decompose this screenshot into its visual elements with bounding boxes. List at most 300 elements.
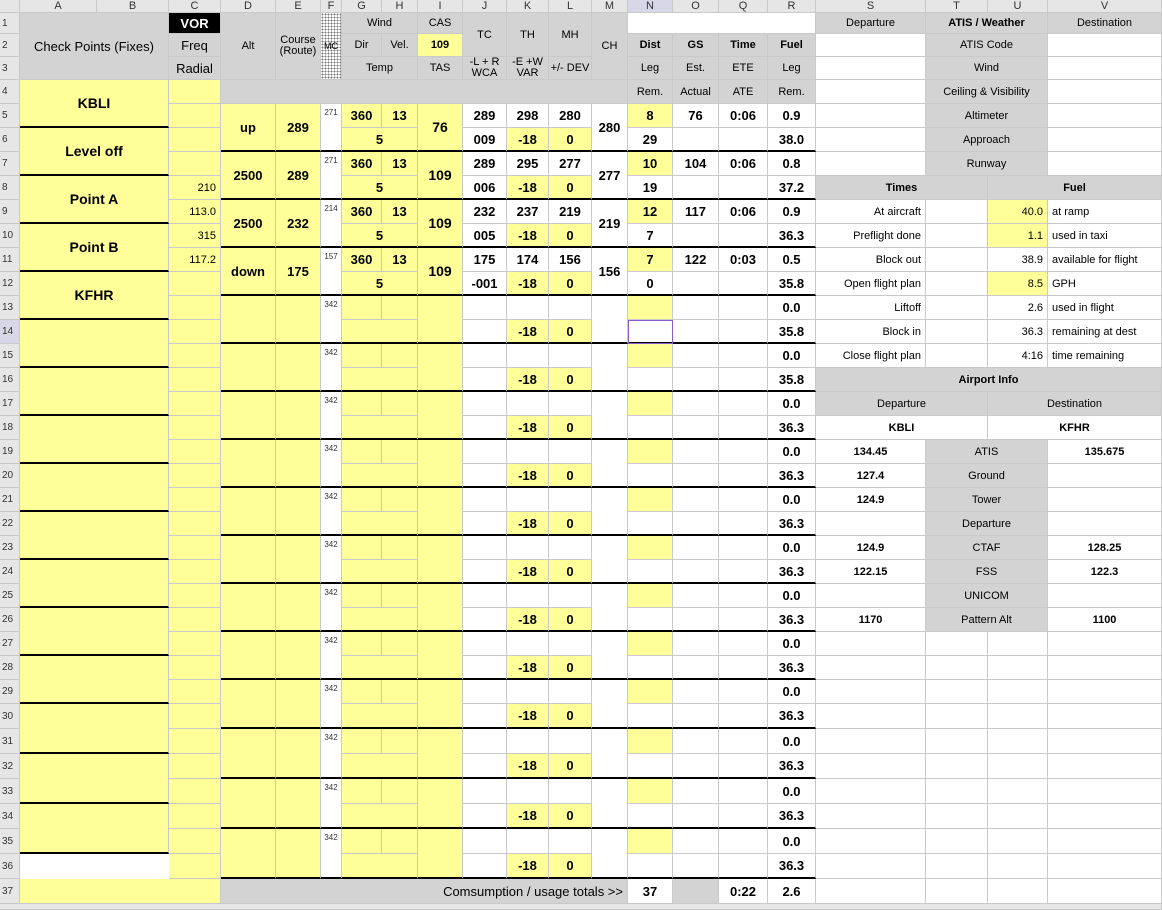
atis-destination-value[interactable] bbox=[1048, 80, 1162, 104]
airport-destination-freq[interactable] bbox=[1048, 512, 1162, 536]
empty-cell[interactable] bbox=[926, 632, 988, 656]
checkpoint-empty[interactable] bbox=[20, 754, 169, 804]
empty-cell[interactable] bbox=[988, 632, 1048, 656]
vor-radial[interactable] bbox=[169, 296, 221, 320]
temperature[interactable]: 5 bbox=[342, 272, 418, 296]
variation[interactable]: -18 bbox=[507, 754, 549, 779]
course-route[interactable] bbox=[276, 344, 321, 392]
empty-cell[interactable] bbox=[926, 779, 988, 804]
checkpoint-empty[interactable] bbox=[20, 704, 169, 754]
empty-cell[interactable] bbox=[988, 729, 1048, 754]
wind-dir[interactable] bbox=[342, 536, 382, 560]
times-value[interactable] bbox=[926, 320, 988, 344]
wind-vel[interactable] bbox=[382, 536, 418, 560]
altitude[interactable] bbox=[221, 296, 276, 344]
checkpoint-empty[interactable] bbox=[20, 560, 169, 608]
empty-cell[interactable] bbox=[816, 754, 926, 779]
times-value[interactable] bbox=[926, 200, 988, 224]
empty-cell[interactable] bbox=[816, 854, 926, 879]
row-header-11[interactable]: 11 bbox=[0, 248, 20, 272]
fuel-summary-value[interactable]: 1.1 bbox=[988, 224, 1048, 248]
temperature[interactable] bbox=[342, 656, 418, 680]
vor-radial[interactable] bbox=[169, 344, 221, 368]
distance-leg[interactable] bbox=[628, 680, 673, 704]
distance-leg[interactable] bbox=[628, 779, 673, 804]
altitude[interactable] bbox=[221, 829, 276, 879]
row-header-33[interactable]: 33 bbox=[0, 779, 20, 804]
atis-destination-value[interactable] bbox=[1048, 34, 1162, 57]
time-ate[interactable] bbox=[719, 464, 768, 488]
course-route[interactable] bbox=[276, 584, 321, 632]
variation[interactable]: -18 bbox=[507, 656, 549, 680]
deviation[interactable]: 0 bbox=[549, 272, 592, 296]
empty-cell[interactable] bbox=[1048, 656, 1162, 680]
wind-dir[interactable] bbox=[342, 392, 382, 416]
column-header-v[interactable]: V bbox=[1048, 0, 1162, 13]
groundspeed-actual[interactable] bbox=[673, 320, 719, 344]
altitude[interactable] bbox=[221, 440, 276, 488]
vor-radial[interactable] bbox=[169, 680, 221, 704]
column-header-l[interactable]: L bbox=[549, 0, 592, 13]
time-ate[interactable] bbox=[719, 512, 768, 536]
checkpoint-empty[interactable] bbox=[20, 512, 169, 560]
row-header-27[interactable]: 27 bbox=[0, 632, 20, 656]
column-header-f[interactable]: F bbox=[321, 0, 342, 13]
altitude[interactable]: down bbox=[221, 248, 276, 296]
groundspeed-actual[interactable] bbox=[673, 854, 719, 879]
time-ate[interactable] bbox=[719, 272, 768, 296]
course-route[interactable] bbox=[276, 488, 321, 536]
course-route[interactable] bbox=[276, 632, 321, 680]
course-route[interactable] bbox=[276, 729, 321, 779]
column-header-q[interactable]: Q bbox=[719, 0, 768, 13]
temperature[interactable] bbox=[342, 804, 418, 829]
checkpoint-name[interactable]: Level off bbox=[20, 128, 169, 176]
temperature[interactable] bbox=[342, 854, 418, 879]
row-header-26[interactable]: 26 bbox=[0, 608, 20, 632]
row-header-21[interactable]: 21 bbox=[0, 488, 20, 512]
row-header-3[interactable]: 3 bbox=[0, 57, 20, 80]
empty-cell[interactable] bbox=[1048, 680, 1162, 704]
row-header-14[interactable]: 14 bbox=[0, 320, 20, 344]
atis-destination-value[interactable] bbox=[1048, 152, 1162, 176]
vor-radial[interactable] bbox=[169, 584, 221, 608]
row-header-31[interactable]: 31 bbox=[0, 729, 20, 754]
variation[interactable]: -18 bbox=[507, 512, 549, 536]
deviation[interactable]: 0 bbox=[549, 608, 592, 632]
variation[interactable]: -18 bbox=[507, 464, 549, 488]
times-value[interactable] bbox=[926, 224, 988, 248]
variation[interactable]: -18 bbox=[507, 804, 549, 829]
vor-freq[interactable] bbox=[169, 560, 221, 584]
deviation[interactable]: 0 bbox=[549, 804, 592, 829]
course-route[interactable] bbox=[276, 296, 321, 344]
course-route[interactable] bbox=[276, 829, 321, 879]
column-header-u[interactable]: U bbox=[988, 0, 1048, 13]
variation[interactable]: -18 bbox=[507, 224, 549, 248]
groundspeed-actual[interactable] bbox=[673, 560, 719, 584]
vor-freq[interactable]: 315 bbox=[169, 224, 221, 248]
times-value[interactable] bbox=[926, 272, 988, 296]
variation[interactable]: -18 bbox=[507, 560, 549, 584]
empty-cell[interactable] bbox=[1048, 829, 1162, 854]
true-airspeed[interactable] bbox=[418, 584, 463, 632]
distance-leg[interactable] bbox=[628, 392, 673, 416]
variation[interactable]: -18 bbox=[507, 416, 549, 440]
wind-dir[interactable] bbox=[342, 440, 382, 464]
empty-cell[interactable] bbox=[926, 879, 988, 904]
row-header-28[interactable]: 28 bbox=[0, 656, 20, 680]
blank-header-row1[interactable] bbox=[628, 13, 816, 34]
row-header-7[interactable]: 7 bbox=[0, 152, 20, 176]
distance-leg[interactable] bbox=[628, 829, 673, 854]
temperature[interactable]: 5 bbox=[342, 224, 418, 248]
wind-dir[interactable]: 360 bbox=[342, 200, 382, 224]
variation[interactable]: -18 bbox=[507, 128, 549, 152]
atis-departure-value[interactable] bbox=[816, 34, 926, 57]
course-route[interactable]: 289 bbox=[276, 104, 321, 152]
wind-vel[interactable] bbox=[382, 729, 418, 754]
temperature[interactable] bbox=[342, 464, 418, 488]
wind-dir[interactable] bbox=[342, 779, 382, 804]
time-ate[interactable] bbox=[719, 704, 768, 729]
vor-freq[interactable] bbox=[169, 854, 221, 879]
wind-dir[interactable] bbox=[342, 680, 382, 704]
column-header-t[interactable]: T bbox=[926, 0, 988, 13]
deviation[interactable]: 0 bbox=[549, 704, 592, 729]
fuel-summary-value[interactable]: 8.5 bbox=[988, 272, 1048, 296]
vor-freq[interactable] bbox=[169, 128, 221, 152]
distance-leg[interactable] bbox=[628, 584, 673, 608]
distance-leg[interactable] bbox=[628, 729, 673, 754]
empty-cell[interactable] bbox=[988, 804, 1048, 829]
airport-departure-freq[interactable]: 134.45 bbox=[816, 440, 926, 464]
vor-radial[interactable] bbox=[169, 729, 221, 754]
checkpoint-name[interactable]: Point B bbox=[20, 224, 169, 272]
time-ate[interactable] bbox=[719, 320, 768, 344]
column-header-g[interactable]: G bbox=[342, 0, 382, 13]
time-ate[interactable] bbox=[719, 608, 768, 632]
temperature[interactable]: 5 bbox=[342, 176, 418, 200]
airport-departure-freq[interactable]: 127.4 bbox=[816, 464, 926, 488]
atis-departure-value[interactable] bbox=[816, 57, 926, 80]
row-header-1[interactable]: 1 bbox=[0, 13, 20, 34]
variation[interactable]: -18 bbox=[507, 176, 549, 200]
wind-vel[interactable] bbox=[382, 584, 418, 608]
deviation[interactable]: 0 bbox=[549, 128, 592, 152]
vor-radial[interactable] bbox=[169, 488, 221, 512]
groundspeed-actual[interactable] bbox=[673, 368, 719, 392]
empty-cell[interactable] bbox=[816, 779, 926, 804]
vor-radial[interactable] bbox=[169, 392, 221, 416]
course-route[interactable] bbox=[276, 779, 321, 829]
course-route[interactable] bbox=[276, 392, 321, 440]
wind-vel[interactable] bbox=[382, 392, 418, 416]
course-route[interactable]: 175 bbox=[276, 248, 321, 296]
checkpoint-empty[interactable] bbox=[20, 804, 169, 854]
variation[interactable]: -18 bbox=[507, 272, 549, 296]
true-airspeed[interactable] bbox=[418, 829, 463, 879]
temperature[interactable] bbox=[342, 416, 418, 440]
time-ate[interactable] bbox=[719, 854, 768, 879]
checkpoint-name[interactable]: KFHR bbox=[20, 272, 169, 320]
airport-destination-id[interactable]: KFHR bbox=[988, 416, 1162, 440]
altitude[interactable]: 2500 bbox=[221, 200, 276, 248]
column-header-h[interactable]: H bbox=[382, 0, 418, 13]
true-airspeed[interactable]: 109 bbox=[418, 152, 463, 200]
empty-cell[interactable] bbox=[926, 680, 988, 704]
altitude[interactable]: up bbox=[221, 104, 276, 152]
groundspeed-actual[interactable] bbox=[673, 416, 719, 440]
cas-value[interactable]: 109 bbox=[418, 34, 463, 57]
time-ate[interactable] bbox=[719, 656, 768, 680]
row-header-36[interactable]: 36 bbox=[0, 854, 20, 879]
deviation[interactable]: 0 bbox=[549, 368, 592, 392]
vor-freq[interactable] bbox=[169, 416, 221, 440]
vor-freq[interactable] bbox=[169, 608, 221, 632]
column-header-k[interactable]: K bbox=[507, 0, 549, 13]
wind-vel[interactable] bbox=[382, 488, 418, 512]
temperature[interactable] bbox=[342, 560, 418, 584]
true-airspeed[interactable] bbox=[418, 680, 463, 729]
vor-freq[interactable] bbox=[169, 368, 221, 392]
row-header-18[interactable]: 18 bbox=[0, 416, 20, 440]
course-route[interactable]: 289 bbox=[276, 152, 321, 200]
times-value[interactable] bbox=[926, 344, 988, 368]
atis-destination-value[interactable] bbox=[1048, 128, 1162, 152]
row-header-13[interactable]: 13 bbox=[0, 296, 20, 320]
time-ate[interactable] bbox=[719, 176, 768, 200]
column-header-c[interactable]: C bbox=[169, 0, 221, 13]
altitude[interactable]: 2500 bbox=[221, 152, 276, 200]
vor-radial[interactable]: 113.0 bbox=[169, 200, 221, 224]
vor-radial[interactable] bbox=[169, 152, 221, 176]
temperature[interactable] bbox=[342, 368, 418, 392]
row-header-9[interactable]: 9 bbox=[0, 200, 20, 224]
deviation[interactable]: 0 bbox=[549, 512, 592, 536]
deviation[interactable]: 0 bbox=[549, 176, 592, 200]
atis-departure-value[interactable] bbox=[816, 80, 926, 104]
atis-departure-value[interactable] bbox=[816, 128, 926, 152]
checkpoint-empty[interactable] bbox=[20, 416, 169, 464]
deviation[interactable]: 0 bbox=[549, 754, 592, 779]
column-header-n[interactable]: N bbox=[628, 0, 673, 13]
empty-cell[interactable] bbox=[1048, 704, 1162, 729]
row-header-34[interactable]: 34 bbox=[0, 804, 20, 829]
select-all-corner[interactable] bbox=[0, 0, 20, 13]
time-ate[interactable] bbox=[719, 368, 768, 392]
vor-freq[interactable] bbox=[169, 656, 221, 680]
airport-departure-freq[interactable] bbox=[816, 512, 926, 536]
temperature[interactable] bbox=[342, 754, 418, 779]
groundspeed-actual[interactable] bbox=[673, 608, 719, 632]
empty-cell[interactable] bbox=[926, 804, 988, 829]
empty-cell[interactable] bbox=[988, 779, 1048, 804]
true-airspeed[interactable]: 76 bbox=[418, 104, 463, 152]
true-airspeed[interactable] bbox=[418, 779, 463, 829]
altitude[interactable] bbox=[221, 729, 276, 779]
empty-cell[interactable] bbox=[1048, 854, 1162, 879]
wind-vel[interactable]: 13 bbox=[382, 104, 418, 128]
airport-destination-freq[interactable]: 135.675 bbox=[1048, 440, 1162, 464]
groundspeed-actual[interactable] bbox=[673, 804, 719, 829]
checkpoint-empty[interactable] bbox=[20, 608, 169, 656]
time-ate[interactable] bbox=[719, 224, 768, 248]
temperature[interactable] bbox=[342, 512, 418, 536]
wind-vel[interactable]: 13 bbox=[382, 152, 418, 176]
empty-cell[interactable] bbox=[1048, 729, 1162, 754]
row-header-6[interactable]: 6 bbox=[0, 128, 20, 152]
variation[interactable]: -18 bbox=[507, 320, 549, 344]
wind-vel[interactable] bbox=[382, 296, 418, 320]
times-value[interactable] bbox=[926, 248, 988, 272]
vor-freq[interactable] bbox=[169, 320, 221, 344]
vor-freq[interactable] bbox=[169, 754, 221, 779]
empty-cell[interactable] bbox=[816, 879, 926, 904]
vor-radial[interactable]: 117.2 bbox=[169, 248, 221, 272]
times-value[interactable] bbox=[926, 296, 988, 320]
wind-dir[interactable] bbox=[342, 488, 382, 512]
distance-leg[interactable]: 12 bbox=[628, 200, 673, 224]
deviation[interactable]: 0 bbox=[549, 416, 592, 440]
column-header-d[interactable]: D bbox=[221, 0, 276, 13]
airport-destination-freq[interactable] bbox=[1048, 584, 1162, 608]
column-header-r[interactable]: R bbox=[768, 0, 816, 13]
distance-leg[interactable] bbox=[628, 488, 673, 512]
empty-cell[interactable] bbox=[1048, 804, 1162, 829]
vor-freq[interactable] bbox=[169, 704, 221, 729]
empty-cell[interactable] bbox=[926, 854, 988, 879]
vor-freq[interactable] bbox=[169, 80, 221, 104]
empty-cell[interactable] bbox=[816, 680, 926, 704]
wind-vel[interactable] bbox=[382, 829, 418, 854]
atis-departure-value[interactable] bbox=[816, 104, 926, 128]
row-header-24[interactable]: 24 bbox=[0, 560, 20, 584]
time-ate[interactable] bbox=[719, 560, 768, 584]
row-header-2[interactable]: 2 bbox=[0, 34, 20, 57]
empty-cell[interactable] bbox=[926, 656, 988, 680]
altitude[interactable] bbox=[221, 344, 276, 392]
distance-leg[interactable] bbox=[628, 632, 673, 656]
empty-cell[interactable] bbox=[816, 804, 926, 829]
airport-destination-freq[interactable]: 122.3 bbox=[1048, 560, 1162, 584]
column-header-i[interactable]: I bbox=[418, 0, 463, 13]
true-airspeed[interactable] bbox=[418, 488, 463, 536]
altitude[interactable] bbox=[221, 392, 276, 440]
variation[interactable]: -18 bbox=[507, 368, 549, 392]
fuel-summary-value[interactable]: 40.0 bbox=[988, 200, 1048, 224]
empty-cell[interactable] bbox=[926, 729, 988, 754]
vor-freq[interactable]: 210 bbox=[169, 176, 221, 200]
row-header-25[interactable]: 25 bbox=[0, 584, 20, 608]
true-airspeed[interactable] bbox=[418, 344, 463, 392]
distance-leg[interactable]: 8 bbox=[628, 104, 673, 128]
vor-radial[interactable] bbox=[169, 829, 221, 854]
row-header-12[interactable]: 12 bbox=[0, 272, 20, 296]
variation[interactable]: -18 bbox=[507, 854, 549, 879]
altitude[interactable] bbox=[221, 488, 276, 536]
temperature[interactable] bbox=[342, 704, 418, 729]
row-header-15[interactable]: 15 bbox=[0, 344, 20, 368]
true-airspeed[interactable] bbox=[418, 392, 463, 440]
wind-dir[interactable] bbox=[342, 829, 382, 854]
column-header-e[interactable]: E bbox=[276, 0, 321, 13]
altitude[interactable] bbox=[221, 779, 276, 829]
groundspeed-actual[interactable] bbox=[673, 176, 719, 200]
checkpoint-empty[interactable] bbox=[20, 368, 169, 416]
vor-radial[interactable] bbox=[169, 779, 221, 804]
course-route[interactable] bbox=[276, 440, 321, 488]
empty-cell[interactable] bbox=[988, 680, 1048, 704]
vor-radial[interactable] bbox=[169, 632, 221, 656]
true-airspeed[interactable] bbox=[418, 440, 463, 488]
empty-cell[interactable] bbox=[988, 754, 1048, 779]
wind-vel[interactable]: 13 bbox=[382, 200, 418, 224]
checkpoint-empty[interactable] bbox=[20, 656, 169, 704]
row-header-5[interactable]: 5 bbox=[0, 104, 20, 128]
deviation[interactable]: 0 bbox=[549, 656, 592, 680]
empty-cell[interactable] bbox=[1048, 754, 1162, 779]
vor-radial[interactable] bbox=[169, 104, 221, 128]
row-header-10[interactable]: 10 bbox=[0, 224, 20, 248]
temperature[interactable] bbox=[342, 608, 418, 632]
checkpoint-empty[interactable] bbox=[20, 464, 169, 512]
wind-dir[interactable]: 360 bbox=[342, 104, 382, 128]
row-header-32[interactable]: 32 bbox=[0, 754, 20, 779]
altitude[interactable] bbox=[221, 680, 276, 729]
deviation[interactable]: 0 bbox=[549, 224, 592, 248]
row-header-20[interactable]: 20 bbox=[0, 464, 20, 488]
empty-cell[interactable] bbox=[988, 879, 1048, 904]
empty-cell[interactable] bbox=[816, 632, 926, 656]
row-header-8[interactable]: 8 bbox=[0, 176, 20, 200]
row-header-16[interactable]: 16 bbox=[0, 368, 20, 392]
airport-departure-freq[interactable]: 1170 bbox=[816, 608, 926, 632]
deviation[interactable]: 0 bbox=[549, 560, 592, 584]
true-airspeed[interactable]: 109 bbox=[418, 248, 463, 296]
vor-radial[interactable] bbox=[169, 440, 221, 464]
distance-leg[interactable] bbox=[628, 536, 673, 560]
time-ate[interactable] bbox=[719, 416, 768, 440]
deviation[interactable]: 0 bbox=[549, 464, 592, 488]
empty-cell[interactable] bbox=[1048, 879, 1162, 904]
column-header-a[interactable]: A bbox=[20, 0, 97, 13]
column-header-j[interactable]: J bbox=[463, 0, 507, 13]
airport-destination-freq[interactable]: 1100 bbox=[1048, 608, 1162, 632]
groundspeed-actual[interactable] bbox=[673, 464, 719, 488]
airport-destination-freq[interactable] bbox=[1048, 464, 1162, 488]
empty-cell[interactable] bbox=[816, 656, 926, 680]
wind-vel[interactable] bbox=[382, 344, 418, 368]
airport-departure-freq[interactable]: 122.15 bbox=[816, 560, 926, 584]
true-airspeed[interactable]: 109 bbox=[418, 200, 463, 248]
wind-vel[interactable] bbox=[382, 680, 418, 704]
airport-destination-freq[interactable]: 128.25 bbox=[1048, 536, 1162, 560]
groundspeed-actual[interactable] bbox=[673, 224, 719, 248]
variation[interactable]: -18 bbox=[507, 704, 549, 729]
course-route[interactable] bbox=[276, 536, 321, 584]
course-route[interactable] bbox=[276, 680, 321, 729]
atis-destination-value[interactable] bbox=[1048, 104, 1162, 128]
column-header-s[interactable]: S bbox=[816, 0, 926, 13]
atis-destination-value[interactable] bbox=[1048, 57, 1162, 80]
vor-freq[interactable] bbox=[169, 512, 221, 536]
time-ate[interactable] bbox=[719, 128, 768, 152]
empty-cell[interactable] bbox=[1048, 779, 1162, 804]
wind-dir[interactable] bbox=[342, 344, 382, 368]
airport-destination-freq[interactable] bbox=[1048, 488, 1162, 512]
airport-departure-id[interactable]: KBLI bbox=[816, 416, 988, 440]
